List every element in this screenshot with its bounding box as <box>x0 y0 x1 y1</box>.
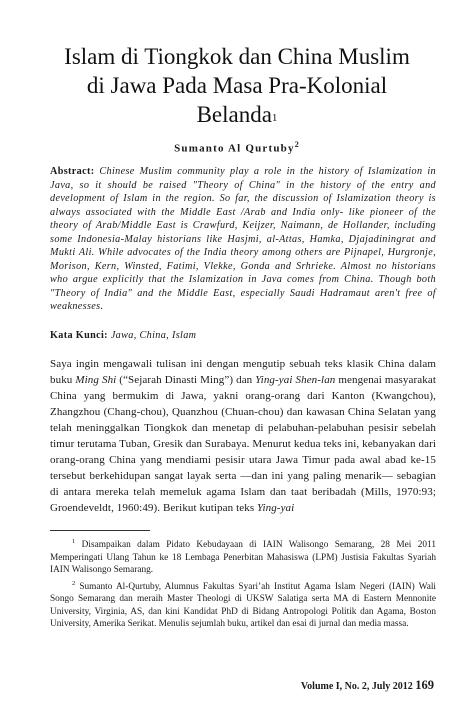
footnote-divider <box>50 530 150 531</box>
footnote-1-number: 1 <box>72 538 76 545</box>
author-byline <box>40 140 434 155</box>
book-title-ming-shi: Ming Shi <box>75 374 117 386</box>
footnote-2 <box>50 578 436 631</box>
article-title <box>40 42 434 129</box>
footnote-2-number: 2 <box>72 579 76 587</box>
body-text-segment-c: mengenai masyarakat China yang bermukim di Jawa, yakni orang-orang dari Kanton (Kwangchou), Zhangzhou (Chang-chou), Quanzhou (Chuan-chou) dan kawasan China Selatan yang telah meninggalkan Tiongkok dan menetap di pelabuhan-pelabuhan pesisir sebelah timur terutama Tuban, Gresik dan Surabaya. Menurut kedua teks ini, kebanyakan dari orang-orang China yang mendiami pesisir utara Jawa Timur pada awal abad ke-15 tersebut berkehidupan sangat layak serta —dan ini yang paling menarik— sebagian di antara mereka telah memeluk agama Islam dan taat beribadah (Mills, 1970:93; Groendeveldt, 1960:49). Berikut kutipan teks <box>50 374 436 514</box>
abstract <box>50 165 436 314</box>
title-line-1: Islam di Tiongkok dan China Muslim <box>64 44 410 69</box>
title-line-3-text: Belanda <box>196 102 272 127</box>
keywords-value: Jawa, China, Islam <box>110 330 197 341</box>
footnote-1-text: Disampaikan dalam Pidato Kebudayaan di IAIN Walisongo Semarang, 28 Mei 2011 Memperingati Ulang Tahun ke 18 Lembaga Penerbitan Mahasiswa (LPM) Justisia Fakultas Syariah IAIN Walisongo Semarang. <box>50 540 436 576</box>
page-number: 169 <box>415 678 434 692</box>
journal-volume: Volume I, No. 2, July 2012 <box>300 681 413 692</box>
abstract-text: Chinese Muslim community play a role in the history of Islamization in Java, so it should be raised "Theory of China" in the history of the entry and development of Islam in the region. So far, the discussion of Islamization theory is always associated with the Middle East /Arab and India only- like pioneer of the theory of Arab/Middle East is Crawfurd, Keijzer, Naimann, de Hollander, including some Indonesia-Malay historians like Hasjmi, al-Attas, Hamka, Djajadiningrat and Mukti Ali. While advocates of the India theory among others are Pijnapel, Hurgronje, Morison, Kern, Winsted, Fatimi, Vlekke, Gonda and Srhrieke. Almost no historians who argue explicitly that the Islamization in Java comes from China. Though both "Theory of India" and the Middle East, especially Saudi Hadramaut aren't free of weaknesses. <box>50 166 436 312</box>
title-line-2: di Jawa Pada Masa Pra-Kolonial <box>86 73 388 98</box>
page-footer <box>301 678 434 693</box>
abstract-label: Abstract: <box>50 166 95 177</box>
title-line-3 <box>40 100 434 129</box>
book-title-ying-yai-shen-lan: Ying-yai Shen-lan <box>255 374 336 386</box>
author-footnote-ref: 2 <box>294 140 300 149</box>
footnote-2-text: Sumanto Al-Qurtuby, Alumnus Fakultas Syari’ah Institut Agama Islam Negeri (IAIN) Wali Songo Semarang dan meraih Master Theologi di UKSW Salatiga serta MA di Eastern Mennonite University, Virginia, AS, dan kini Kandidat PhD di Bidang Antropologi Politik dan Agama, Boston University, Amerika Serikat. Menulis sejumlah buku, artikel dan esai di jurnal dan media massa. <box>50 581 436 630</box>
body-paragraph <box>50 356 436 516</box>
footnote-1 <box>50 536 436 577</box>
keywords-label: Kata Kunci: <box>50 330 108 341</box>
title-footnote-ref: 1 <box>271 112 278 124</box>
body-text-segment-a: Saya ingin mengawali tulisan ini dengan mengutip sebuah teks klasik China dalam buku <box>50 358 436 386</box>
body-text <box>50 356 436 516</box>
keywords <box>50 330 436 341</box>
body-text-segment-b: (“Sejarah Dinasti Ming”) dan <box>116 374 256 386</box>
footnotes <box>50 536 436 632</box>
author-name: Sumanto Al Qurtuby <box>174 142 295 155</box>
book-title-ying-yai: Ying-yai <box>257 502 295 514</box>
